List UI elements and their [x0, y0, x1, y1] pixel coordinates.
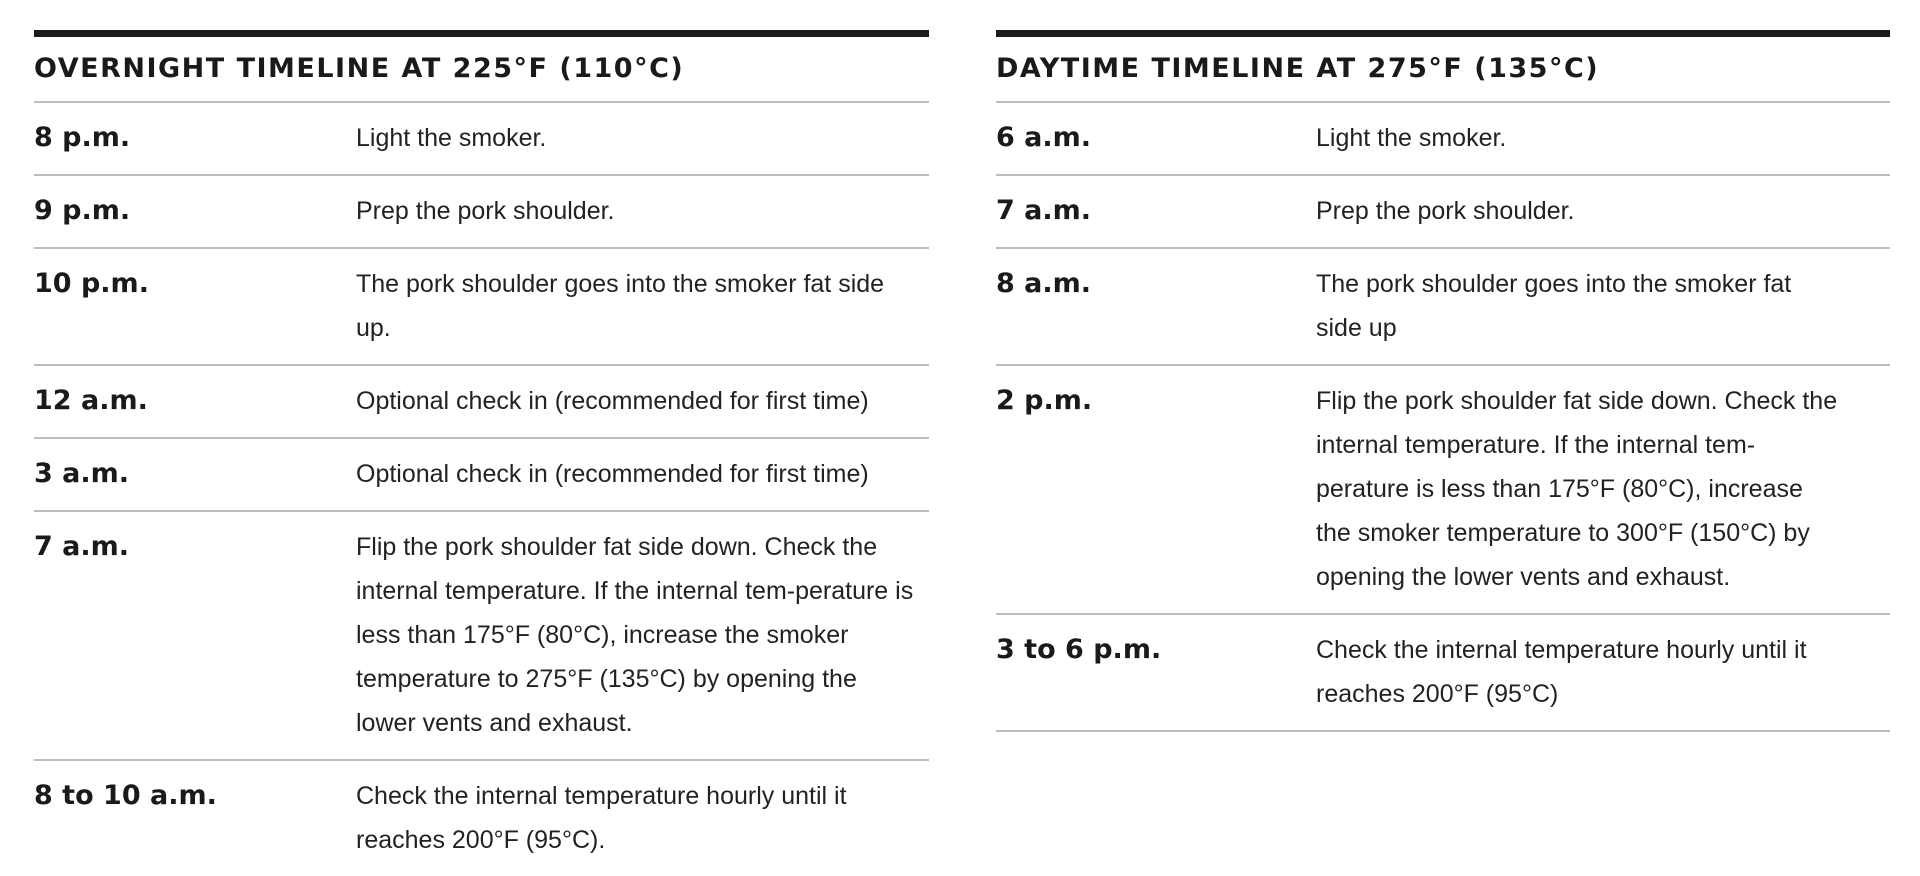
entry-time: 8 p.m. — [34, 122, 131, 153]
daytime-timeline-title: DAYTIME TIMELINE AT 275°F (135°C) — [996, 37, 1890, 103]
overnight-timeline — [34, 30, 929, 876]
entry-time: 10 p.m. — [34, 268, 149, 299]
entry-description: Light the smoker. — [356, 124, 547, 152]
timeline-entry — [34, 176, 929, 249]
entry-description: Prep the pork shoulder. — [356, 197, 615, 225]
entry-time: 3 a.m. — [34, 458, 130, 489]
timeline-entry — [34, 103, 929, 176]
entry-description: Flip the pork shoulder fat side down. Check the internal temperature. If the internal tem-perature is less than 175°F (80°C), increase the smoker temperature to 275°F (135°C) by opening the lower vents and exhaust. — [356, 533, 914, 737]
entry-time: 7 a.m. — [34, 531, 130, 562]
timeline-entry — [996, 103, 1890, 176]
timeline-entry — [34, 249, 929, 366]
timeline-entry — [996, 176, 1890, 249]
entry-description: Prep the pork shoulder. — [1316, 197, 1575, 225]
entry-description: Check the internal temperature hourly until it reaches 200°F (95°C) — [1316, 636, 1807, 708]
entry-time: 2 p.m. — [996, 385, 1093, 416]
timeline-entry — [34, 512, 929, 761]
daytime-timeline — [996, 30, 1890, 732]
timeline-entry — [996, 615, 1890, 732]
daytime-entries — [996, 103, 1890, 732]
entry-description: Check the internal temperature hourly until it reaches 200°F (95°C). — [356, 782, 847, 854]
entry-time: 12 a.m. — [34, 385, 148, 416]
overnight-timeline-title: OVERNIGHT TIMELINE AT 225°F (110°C) — [34, 37, 929, 103]
entry-time: 3 to 6 p.m. — [996, 634, 1162, 665]
entry-description: The pork shoulder goes into the smoker fat side up — [1316, 270, 1792, 342]
entry-time: 8 to 10 a.m. — [34, 780, 217, 811]
timeline-entry — [34, 761, 929, 876]
entry-time: 6 a.m. — [996, 122, 1092, 153]
timeline-entry — [996, 249, 1890, 366]
entry-time: 8 a.m. — [996, 268, 1092, 299]
entry-description: Flip the pork shoulder fat side down. Check the internal temperature. If the internal tem-perature is less than 175°F (80°C), increase the smoker temperature to 300°F (150°C) by opening the lower vents and exhaust. — [1316, 387, 1838, 591]
entry-time: 9 p.m. — [34, 195, 131, 226]
entry-description: Optional check in (recommended for first time) — [356, 460, 869, 488]
entry-description: Light the smoker. — [1316, 124, 1507, 152]
entry-description: The pork shoulder goes into the smoker fat side up. — [356, 270, 885, 342]
timeline-entry — [996, 366, 1890, 615]
entry-description: Optional check in (recommended for first time) — [356, 387, 869, 415]
timeline-entry — [34, 439, 929, 512]
entry-time: 7 a.m. — [996, 195, 1092, 226]
overnight-entries — [34, 103, 929, 876]
timeline-entry — [34, 366, 929, 439]
